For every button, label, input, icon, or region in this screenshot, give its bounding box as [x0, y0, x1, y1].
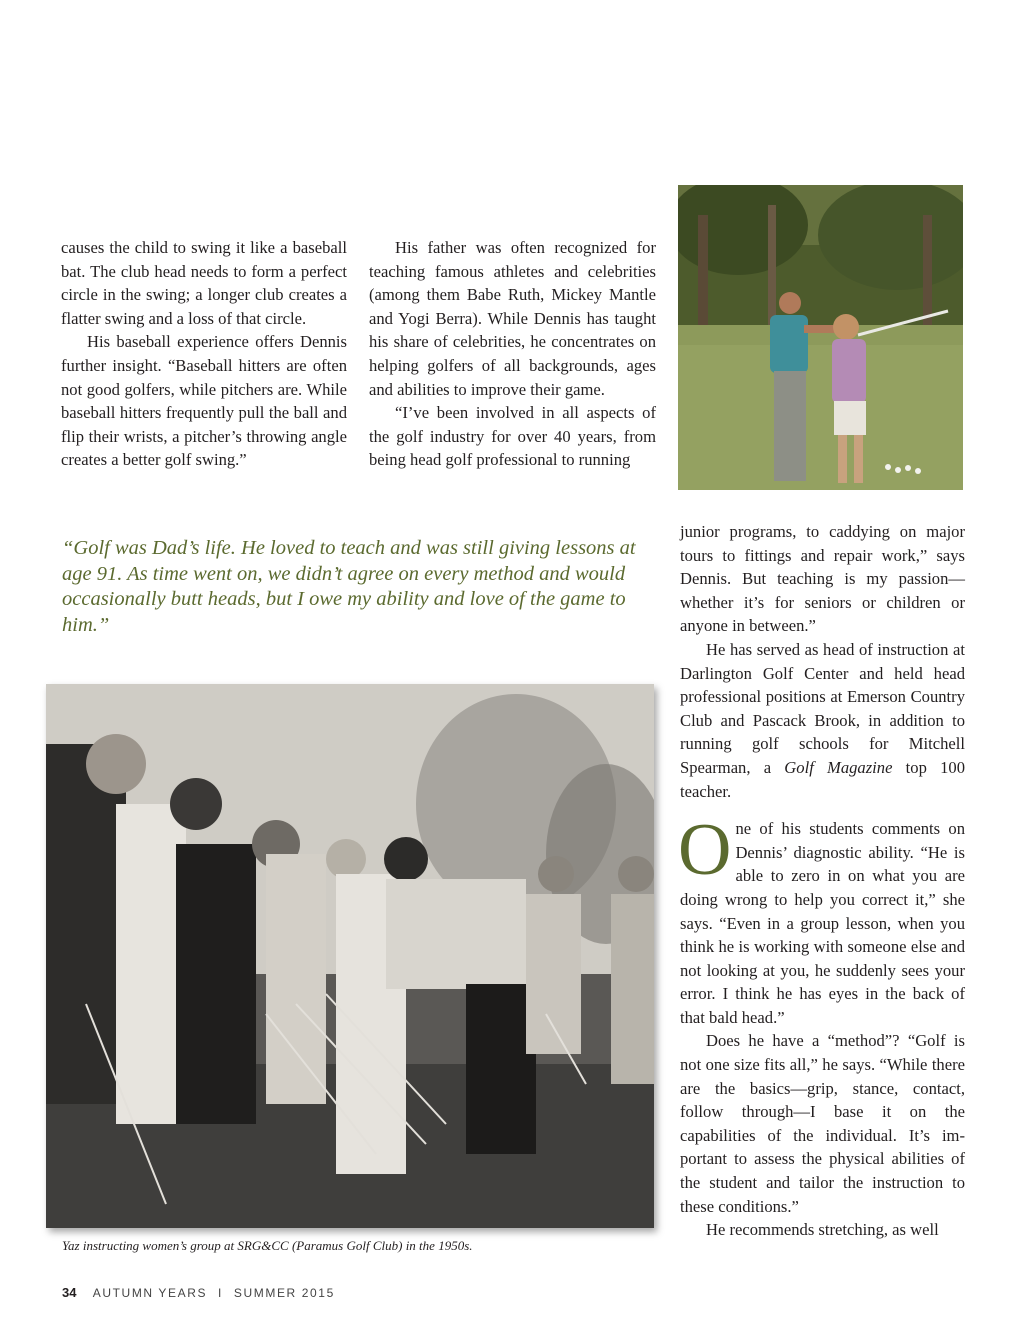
issue-date: SUMMER 2015	[233, 1286, 335, 1300]
publication-name: AUTUMN YEARS	[92, 1286, 208, 1300]
article-column-1	[61, 236, 347, 472]
body-paragraph	[680, 638, 965, 803]
page-footer	[62, 1285, 335, 1300]
photo-womens-group-art	[46, 684, 654, 1228]
body-paragraph: His father was often recognized for teaching famous athletes and celebrities (among them Babe Ruth, Mickey Mantle and Yogi Berra). While Dennis has taught his share of celebrities, he concentrates on helping golfers of all backgrounds, ages and abilities to improve their game.	[369, 238, 656, 399]
article-column-2	[369, 236, 656, 472]
body-text: top 100 teacher.	[680, 757, 965, 801]
body-paragraph: He recommends stretching, as well	[706, 1220, 939, 1240]
body-paragraph: junior programs, to caddying on major tours to fittings and repair work,” says Dennis. But teaching is my passion—whether it’s for seniors or children or anyone in between.”	[680, 522, 965, 636]
body-paragraph: Does he have a “method”? “Golf is not one size fits all,” he says. “While there are the basics—grip, stance, contact, follow through—I base it on the capabilities of the individual. It’s important to assess the physical abilities of the student and tailor the instruction to these conditions.”	[680, 1031, 965, 1216]
body-text: He has served as head of instruction at Darlington Golf Center and held head professional positions at Emerson Country Club and Pascack Brook, in addition to running golf schools for Mitchell Spearman, a	[680, 639, 965, 777]
photo-golf-lesson-art	[678, 185, 963, 490]
magazine-name: Golf Magazine	[784, 757, 893, 777]
body-paragraph: “I’ve been involved in all aspects of the golf industry for over 40 years, from being head golf professional to running	[369, 403, 656, 470]
drop-cap: O	[678, 809, 732, 892]
article-column-3	[680, 520, 965, 1242]
pull-quote: “Golf was Dad’s life. He loved to teach and was still giving lessons at age 91. As time went on, we didn’t agree on every method and would occasionally butt heads, but I owe my ability and love of the game to him.”	[62, 537, 636, 636]
body-paragraph: His baseball experience offers Dennis further insight. “Baseball hitters are often not good golfers, while pitchers are. While baseball hitters frequently pull the ball and flip their wrists, a pitcher’s throwing angle creates a better golf swing.”	[61, 332, 347, 470]
body-paragraph: causes the child to swing it like a baseball bat. The club head needs to form a perfect circle in the swing; a longer club creates a flatter swing and a loss of that circle.	[61, 238, 347, 328]
photo-womens-group-lesson	[46, 684, 654, 1228]
page-number: 34	[62, 1285, 77, 1300]
photo-golf-lesson	[678, 185, 963, 490]
photo-caption: Yaz instructing women’s group at SRG&CC (Paramus Golf Club) in the 1950s.	[62, 1238, 473, 1253]
footer-separator: I	[218, 1286, 223, 1300]
body-paragraph	[678, 809, 965, 1029]
body-text: ne of his students comments on Dennis’ diagnostic ability. “He is able to zero in on what you are doing wrong to help you correct it,” she says. “Even in a group lesson, when you think he is working with someone else and not looking at you, he suddenly sees your error. I think he has eyes in the back of that bald head.”	[680, 819, 965, 1027]
